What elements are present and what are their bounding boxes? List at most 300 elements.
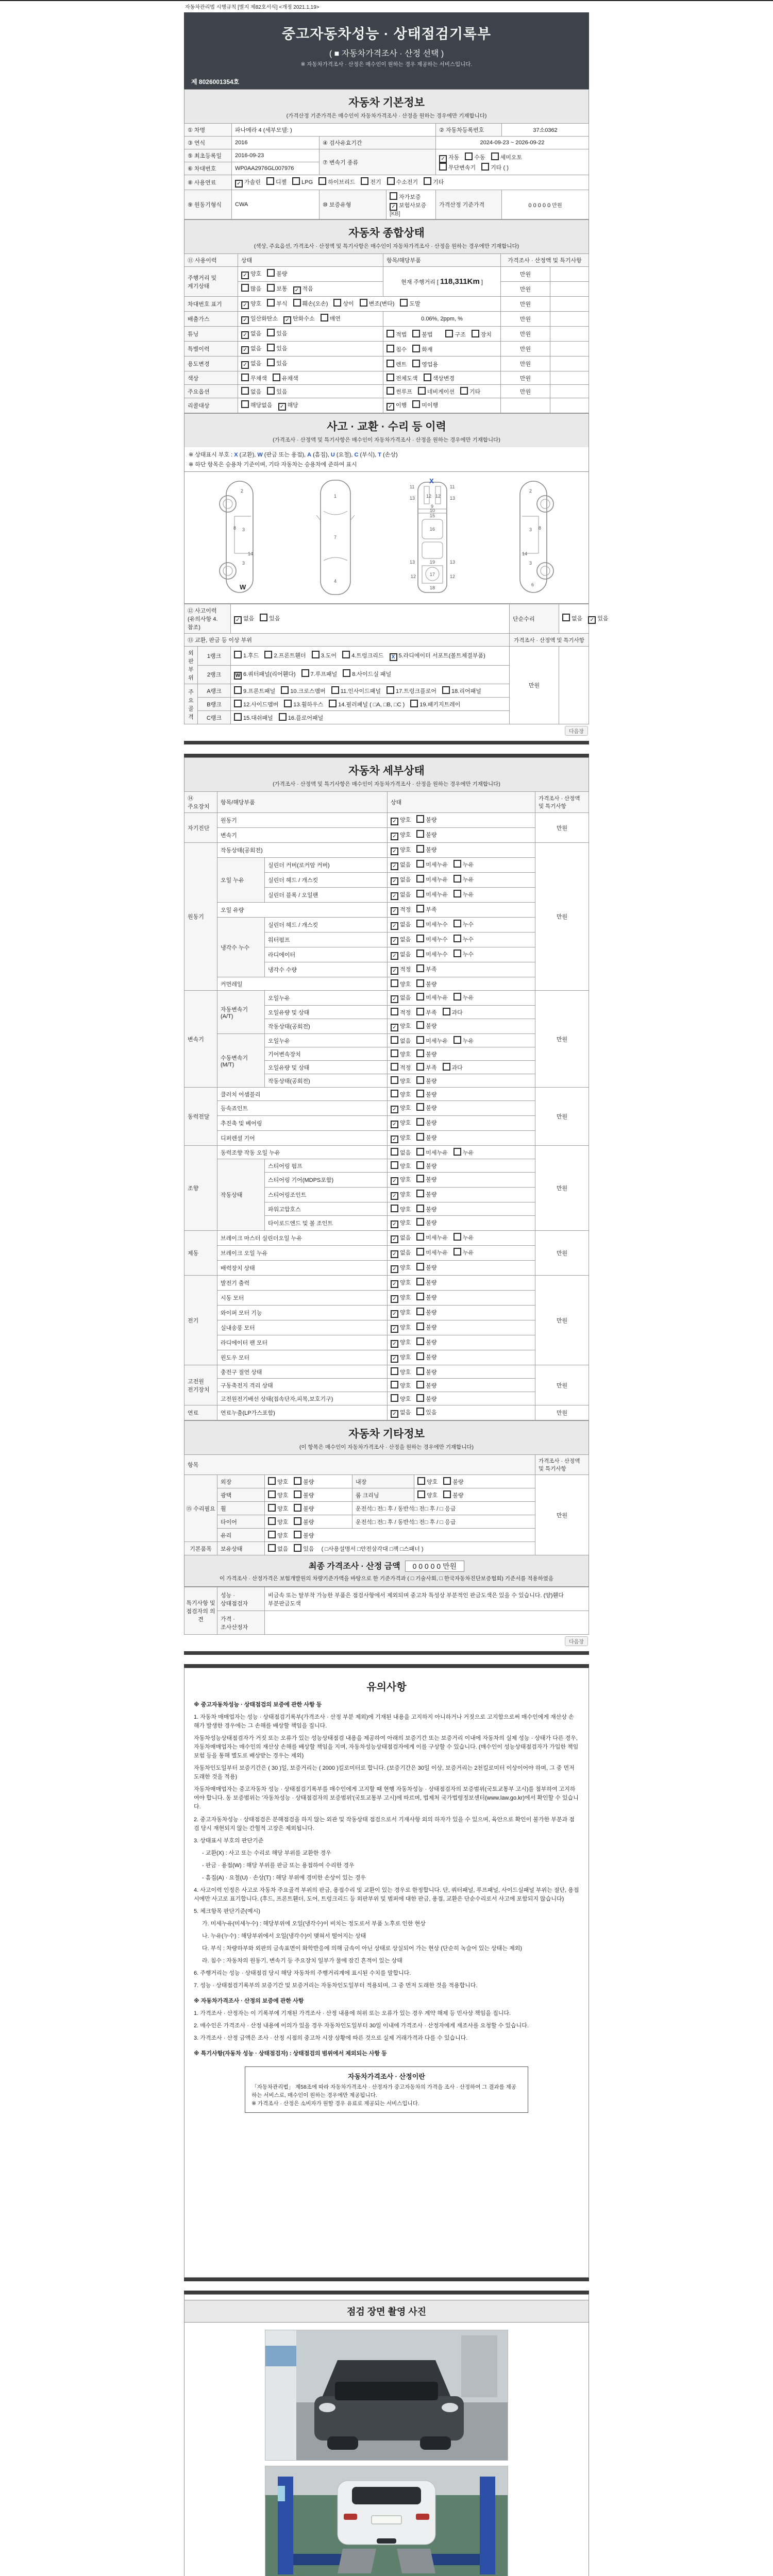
checkbox[interactable] bbox=[360, 299, 367, 307]
option[interactable]: 양호 bbox=[391, 1381, 411, 1389]
option[interactable]: 있음 bbox=[416, 1408, 436, 1416]
checkbox-checked[interactable]: ✓ bbox=[241, 361, 249, 369]
checkbox[interactable] bbox=[292, 177, 300, 185]
option[interactable]: 불량 bbox=[416, 1394, 436, 1403]
checkbox[interactable] bbox=[318, 177, 326, 185]
checkbox[interactable] bbox=[416, 1118, 424, 1126]
option[interactable]: ✓ 가솔린 bbox=[235, 178, 261, 188]
checkbox[interactable] bbox=[416, 1103, 424, 1111]
checkbox[interactable] bbox=[267, 299, 275, 307]
checkbox[interactable] bbox=[391, 1381, 398, 1388]
checkbox-checked[interactable]: ✓ bbox=[241, 316, 249, 324]
checkbox[interactable] bbox=[294, 1544, 301, 1552]
checkbox[interactable] bbox=[481, 163, 489, 171]
checkbox-checked[interactable]: ✓ bbox=[391, 1024, 398, 1031]
checkbox-checked[interactable]: ✓ bbox=[391, 1355, 398, 1363]
checkbox[interactable] bbox=[418, 387, 426, 395]
checkbox[interactable] bbox=[386, 360, 394, 367]
checkbox-checked[interactable]: ✓ bbox=[391, 1280, 398, 1288]
checkbox[interactable] bbox=[424, 374, 431, 381]
checkbox-checked[interactable]: ✓ bbox=[439, 155, 447, 163]
option[interactable]: 없음 bbox=[268, 1544, 288, 1553]
checkbox[interactable] bbox=[391, 1205, 398, 1212]
checkbox[interactable] bbox=[294, 1490, 301, 1498]
checkbox[interactable] bbox=[416, 920, 424, 927]
option[interactable]: 무단변속기 bbox=[439, 163, 476, 172]
checkbox[interactable] bbox=[416, 1175, 424, 1182]
checkbox-checked[interactable]: ✓ bbox=[391, 1265, 398, 1273]
checkbox[interactable] bbox=[386, 686, 394, 694]
option[interactable]: 없음 bbox=[391, 1148, 411, 1157]
option[interactable]: ✓ 양호 bbox=[391, 845, 411, 855]
option[interactable]: 누유 bbox=[453, 1233, 474, 1242]
option[interactable]: ✓ 양호 bbox=[391, 1338, 411, 1348]
option[interactable]: ✓ 없음 bbox=[241, 329, 261, 339]
option[interactable]: 있음 bbox=[267, 329, 287, 337]
checkbox[interactable] bbox=[412, 330, 420, 337]
checkbox[interactable] bbox=[267, 329, 275, 336]
checkbox-checked[interactable]: ✓ bbox=[391, 1325, 398, 1333]
checkbox[interactable] bbox=[416, 1133, 424, 1141]
option[interactable]: 미세누유 bbox=[416, 860, 448, 869]
checkbox[interactable] bbox=[391, 1008, 398, 1015]
option[interactable]: 불량 bbox=[416, 1293, 436, 1301]
checkbox[interactable] bbox=[273, 374, 280, 381]
option[interactable]: 변조(변타) bbox=[360, 299, 395, 308]
checkbox[interactable] bbox=[445, 330, 453, 337]
option[interactable]: 부족 bbox=[416, 1008, 436, 1016]
option[interactable]: 불량 bbox=[416, 1021, 436, 1030]
option[interactable]: ✓ 양호 bbox=[391, 831, 411, 840]
checkbox[interactable] bbox=[417, 1490, 425, 1498]
panel-option[interactable]: 11.인사이드패널 bbox=[331, 686, 381, 695]
checkbox[interactable] bbox=[416, 979, 424, 987]
checkbox[interactable] bbox=[387, 177, 395, 185]
checkbox-checked[interactable]: ✓ bbox=[391, 922, 398, 930]
option[interactable]: 색상변경 bbox=[424, 374, 455, 382]
checkbox-checked[interactable]: ✓ bbox=[391, 892, 398, 900]
option[interactable]: 미세누유 bbox=[416, 1233, 448, 1242]
option[interactable]: 있음 bbox=[267, 344, 287, 352]
option[interactable]: 불량 bbox=[416, 1263, 436, 1272]
option[interactable]: 미세누유 bbox=[416, 1036, 448, 1045]
checkbox[interactable] bbox=[416, 1218, 424, 1226]
option[interactable]: 있음 bbox=[267, 359, 287, 367]
option[interactable]: 불량 bbox=[416, 1190, 436, 1198]
checkbox[interactable] bbox=[268, 1477, 276, 1485]
option[interactable]: 기타 bbox=[460, 387, 480, 396]
option[interactable]: 있음 bbox=[294, 1544, 314, 1553]
checkbox[interactable] bbox=[386, 345, 394, 352]
option[interactable]: ✓ 양호 bbox=[391, 1175, 411, 1185]
checkbox[interactable] bbox=[268, 1517, 276, 1525]
option[interactable]: 양호 bbox=[391, 1205, 411, 1213]
option[interactable]: ✓ 있음 bbox=[588, 614, 608, 624]
checkbox[interactable] bbox=[294, 1477, 301, 1485]
option[interactable]: 불량 bbox=[416, 1367, 436, 1376]
option[interactable]: 화재 bbox=[412, 345, 432, 353]
checkbox[interactable] bbox=[416, 1233, 424, 1241]
checkbox-checked[interactable]: ✓ bbox=[588, 616, 596, 624]
checkbox[interactable] bbox=[416, 905, 424, 912]
checkbox[interactable] bbox=[386, 330, 394, 337]
checkbox[interactable] bbox=[416, 950, 424, 957]
option[interactable]: ✓ 양호 bbox=[391, 1218, 411, 1228]
checkbox[interactable] bbox=[312, 651, 320, 658]
option[interactable]: 보통 bbox=[267, 284, 287, 293]
panel-option[interactable]: 16.플로어패널 bbox=[279, 713, 323, 722]
option[interactable]: ✓ 양호 bbox=[391, 1278, 411, 1288]
checkbox[interactable] bbox=[386, 374, 394, 381]
option[interactable]: ✓ 보험사보증 bbox=[390, 201, 426, 211]
option[interactable]: 양호 bbox=[391, 1076, 411, 1085]
option[interactable]: 미세누유 bbox=[416, 1248, 448, 1257]
checkbox[interactable] bbox=[391, 1076, 398, 1084]
option[interactable]: 불량 bbox=[416, 1323, 436, 1331]
option[interactable]: LPG bbox=[292, 177, 313, 185]
checkbox[interactable] bbox=[416, 830, 424, 838]
option[interactable]: ✓ 없음 bbox=[241, 344, 261, 354]
checkbox[interactable] bbox=[416, 1049, 424, 1057]
checkbox-checked[interactable]: ✓ bbox=[391, 1310, 398, 1318]
checkbox[interactable] bbox=[391, 1090, 398, 1097]
checkbox[interactable] bbox=[294, 1517, 301, 1525]
checkbox-checked[interactable]: ✓ bbox=[390, 203, 397, 211]
option[interactable]: 불량 bbox=[416, 1175, 436, 1183]
option[interactable]: 네비게이션 bbox=[418, 387, 455, 396]
checkbox-checked[interactable]: ✓ bbox=[391, 907, 398, 915]
checkbox[interactable] bbox=[391, 1063, 398, 1071]
checkbox-checked[interactable]: ✓ bbox=[386, 403, 394, 411]
option[interactable]: 도말 bbox=[400, 299, 420, 308]
option[interactable]: 미세누유 bbox=[416, 1148, 448, 1157]
option[interactable]: 양호 bbox=[268, 1504, 288, 1513]
option[interactable]: ✓ 없음 bbox=[391, 860, 411, 870]
checkbox[interactable] bbox=[416, 875, 424, 883]
option[interactable]: 누유 bbox=[453, 1036, 474, 1045]
checkbox-checked[interactable]: ✓ bbox=[391, 848, 398, 855]
checkbox[interactable] bbox=[267, 269, 275, 277]
option[interactable]: 미세누수 bbox=[416, 920, 448, 928]
option[interactable]: ✓ 양호 bbox=[391, 1133, 411, 1143]
option[interactable]: 기타 ( ) bbox=[481, 163, 509, 172]
checkbox[interactable] bbox=[234, 713, 242, 721]
checkbox-checked[interactable]: ✓ bbox=[391, 818, 398, 825]
option[interactable]: 불량 bbox=[294, 1477, 314, 1486]
checkbox[interactable] bbox=[416, 890, 424, 897]
option[interactable]: ✓ 양호 bbox=[241, 299, 261, 309]
option[interactable]: 불량 bbox=[416, 1103, 436, 1112]
checkbox[interactable] bbox=[400, 299, 408, 307]
checkbox[interactable] bbox=[416, 1381, 424, 1388]
option[interactable]: 양호 bbox=[391, 1049, 411, 1058]
checkbox-checked[interactable]: ✓ bbox=[234, 616, 242, 624]
checkbox[interactable] bbox=[386, 387, 394, 395]
checkbox-checked[interactable]: ✓ bbox=[278, 403, 286, 411]
checkbox-checked[interactable]: ✓ bbox=[241, 346, 249, 354]
checkbox[interactable] bbox=[416, 845, 424, 853]
checkbox[interactable] bbox=[391, 1049, 398, 1057]
option[interactable]: 미세누유 bbox=[416, 890, 448, 899]
checkbox[interactable] bbox=[284, 700, 292, 707]
option[interactable]: 불량 bbox=[416, 1337, 436, 1346]
option[interactable]: 침수 bbox=[386, 345, 407, 353]
panel-option[interactable]: 13.휠하우스 bbox=[284, 700, 323, 708]
option[interactable]: 양호 bbox=[268, 1517, 288, 1526]
checkbox-checked[interactable]: ✓ bbox=[283, 316, 291, 324]
checkbox-checked[interactable]: ✓ bbox=[391, 952, 398, 960]
option[interactable]: 썬루프 bbox=[386, 387, 412, 396]
option[interactable]: 양호 bbox=[268, 1490, 288, 1499]
option[interactable]: 렌트 bbox=[386, 360, 407, 368]
option[interactable]: ✓ 양호 bbox=[391, 816, 411, 825]
option[interactable]: 양호 bbox=[391, 1367, 411, 1376]
checkbox[interactable] bbox=[267, 359, 275, 366]
option[interactable]: ✓ 없음 bbox=[391, 1408, 411, 1418]
checkbox-mark-x[interactable]: X bbox=[390, 653, 397, 661]
option[interactable]: 상이 bbox=[333, 299, 354, 308]
checkbox[interactable] bbox=[412, 345, 420, 352]
option[interactable]: 불량 bbox=[294, 1531, 314, 1539]
checkbox-checked[interactable]: ✓ bbox=[241, 301, 249, 309]
checkbox[interactable] bbox=[267, 284, 275, 292]
checkbox[interactable] bbox=[268, 1504, 276, 1512]
option[interactable]: 있음 bbox=[260, 614, 280, 622]
checkbox[interactable] bbox=[416, 1337, 424, 1345]
option[interactable]: 누유 bbox=[453, 1248, 474, 1257]
checkbox-checked[interactable]: ✓ bbox=[391, 1121, 398, 1128]
checkbox[interactable] bbox=[453, 1248, 461, 1256]
option[interactable]: ✓ 탄화수소 bbox=[283, 314, 315, 324]
checkbox-checked[interactable]: ✓ bbox=[391, 937, 398, 945]
option[interactable]: ✓ 일산화탄소 bbox=[241, 314, 278, 324]
checkbox[interactable] bbox=[416, 1352, 424, 1360]
checkbox[interactable] bbox=[361, 177, 368, 185]
option[interactable]: 불법 bbox=[412, 330, 432, 338]
option[interactable]: 불량 bbox=[443, 1477, 463, 1486]
option[interactable]: 불량 bbox=[416, 830, 436, 839]
option[interactable]: 불량 bbox=[416, 1090, 436, 1098]
checkbox[interactable] bbox=[453, 890, 461, 897]
option[interactable]: ✓ 양호 bbox=[391, 1263, 411, 1273]
checkbox[interactable] bbox=[321, 314, 328, 321]
option[interactable]: 불량 bbox=[416, 845, 436, 854]
option[interactable]: 과다 bbox=[443, 1008, 463, 1016]
option[interactable]: 불량 bbox=[443, 1490, 463, 1499]
checkbox[interactable] bbox=[465, 152, 473, 160]
checkbox-checked[interactable]: ✓ bbox=[391, 862, 398, 870]
checkbox[interactable] bbox=[460, 387, 468, 395]
checkbox[interactable] bbox=[416, 1263, 424, 1270]
checkbox-checked[interactable]: ✓ bbox=[391, 1250, 398, 1258]
checkbox[interactable] bbox=[416, 1308, 424, 1315]
panel-option[interactable]: 17.트렁크플로어 bbox=[386, 686, 436, 695]
option[interactable]: 하이브리드 bbox=[318, 177, 355, 186]
panel-option[interactable]: X 5.라디에이터 서포트(볼트체결부품) bbox=[390, 651, 485, 661]
checkbox[interactable] bbox=[416, 993, 424, 1001]
option[interactable]: 불량 bbox=[416, 815, 436, 824]
checkbox-checked[interactable]: ✓ bbox=[391, 1192, 398, 1200]
panel-option[interactable]: 10.크로스멤버 bbox=[281, 686, 325, 695]
option[interactable]: 수동 bbox=[465, 152, 485, 161]
panel-option[interactable]: 18.리어패널 bbox=[442, 686, 481, 695]
option[interactable]: ✓ 자동 bbox=[439, 153, 459, 163]
checkbox[interactable] bbox=[279, 713, 287, 721]
checkbox[interactable] bbox=[391, 1367, 398, 1375]
checkbox[interactable] bbox=[234, 651, 242, 658]
checkbox[interactable] bbox=[391, 1036, 398, 1044]
option[interactable]: 미세누수 bbox=[416, 950, 448, 958]
option[interactable]: ✓ 양호 bbox=[391, 1104, 411, 1113]
checkbox[interactable] bbox=[443, 1490, 451, 1498]
checkbox[interactable] bbox=[412, 400, 420, 408]
checkbox[interactable] bbox=[410, 700, 418, 707]
option[interactable]: 자가보증 bbox=[390, 192, 421, 201]
checkbox[interactable] bbox=[331, 686, 339, 694]
checkbox[interactable] bbox=[241, 387, 249, 395]
option[interactable]: ✓ 양호 bbox=[391, 1118, 411, 1128]
checkbox[interactable] bbox=[416, 1063, 424, 1071]
option[interactable]: 불량 bbox=[416, 1161, 436, 1170]
checkbox[interactable] bbox=[453, 920, 461, 927]
checkbox-checked[interactable]: ✓ bbox=[391, 833, 398, 840]
option[interactable]: ✓ 없음 bbox=[234, 614, 254, 624]
option[interactable]: 장치 bbox=[472, 330, 492, 338]
panel-option[interactable]: 12.사이드멤버 bbox=[234, 700, 278, 708]
option[interactable]: ✓ 없음 bbox=[241, 359, 261, 369]
panel-option[interactable]: 9.프론트패널 bbox=[234, 686, 275, 695]
option[interactable]: ✓ 적정 bbox=[391, 965, 411, 975]
checkbox[interactable] bbox=[268, 1490, 276, 1498]
option[interactable]: 양호 bbox=[268, 1531, 288, 1539]
checkbox[interactable] bbox=[260, 614, 267, 621]
checkbox[interactable] bbox=[241, 374, 249, 381]
checkbox-checked[interactable]: ✓ bbox=[293, 286, 301, 294]
option[interactable]: 양호 bbox=[391, 1394, 411, 1403]
checkbox[interactable] bbox=[416, 1323, 424, 1330]
checkbox[interactable] bbox=[416, 1248, 424, 1256]
option[interactable]: 미세누유 bbox=[416, 875, 448, 884]
checkbox[interactable] bbox=[343, 669, 350, 677]
option[interactable]: ✓ 없음 bbox=[391, 890, 411, 900]
checkbox[interactable] bbox=[264, 651, 272, 658]
option[interactable]: 누유 bbox=[453, 993, 474, 1002]
checkbox[interactable] bbox=[453, 950, 461, 957]
checkbox[interactable] bbox=[453, 860, 461, 868]
option[interactable]: 부족 bbox=[416, 905, 436, 913]
option[interactable]: 수소전기 bbox=[387, 177, 418, 186]
option[interactable]: 양호 bbox=[391, 1161, 411, 1170]
checkbox[interactable] bbox=[453, 1148, 461, 1156]
option[interactable]: 많음 bbox=[241, 284, 261, 293]
checkbox[interactable] bbox=[453, 1233, 461, 1241]
checkbox[interactable] bbox=[268, 1544, 276, 1552]
panel-option[interactable]: 8.사이드실 패널 bbox=[343, 669, 391, 678]
checkbox[interactable] bbox=[416, 1205, 424, 1212]
checkbox-checked[interactable]: ✓ bbox=[391, 1136, 398, 1143]
option[interactable]: 전체도색 bbox=[386, 374, 418, 382]
option[interactable]: 기타 bbox=[424, 177, 444, 186]
checkbox[interactable] bbox=[293, 299, 301, 307]
checkbox[interactable] bbox=[416, 1408, 424, 1415]
checkbox[interactable] bbox=[390, 192, 397, 200]
checkbox[interactable] bbox=[416, 1090, 424, 1097]
option[interactable]: 불량 bbox=[294, 1504, 314, 1513]
option[interactable]: 불량 bbox=[416, 1218, 436, 1227]
checkbox[interactable] bbox=[443, 1477, 451, 1485]
option[interactable]: 불량 bbox=[267, 269, 287, 278]
checkbox[interactable] bbox=[453, 1036, 461, 1044]
checkbox[interactable] bbox=[491, 152, 499, 160]
option[interactable]: 영업용 bbox=[412, 360, 438, 368]
option[interactable]: 적정 bbox=[391, 1063, 411, 1072]
option[interactable]: 구조 bbox=[445, 330, 465, 338]
option[interactable]: 무채색 bbox=[241, 374, 267, 382]
checkbox[interactable] bbox=[416, 860, 424, 868]
checkbox-checked[interactable]: ✓ bbox=[391, 1410, 398, 1418]
option[interactable]: 누수 bbox=[453, 935, 474, 943]
option[interactable]: 부족 bbox=[416, 964, 436, 973]
option[interactable]: 있음 bbox=[267, 387, 287, 396]
checkbox[interactable] bbox=[424, 177, 431, 185]
option[interactable]: 양호 bbox=[417, 1477, 438, 1486]
checkbox[interactable] bbox=[342, 651, 350, 658]
checkbox[interactable] bbox=[416, 1278, 424, 1285]
checkbox[interactable] bbox=[443, 1063, 450, 1071]
next-page-button-2[interactable]: 다음장 bbox=[565, 1636, 588, 1646]
option[interactable]: ✓ 없음 bbox=[391, 950, 411, 960]
checkbox[interactable] bbox=[443, 1008, 450, 1015]
checkbox-checked[interactable]: ✓ bbox=[241, 272, 249, 279]
panel-option[interactable]: 19.패키지트레이 bbox=[410, 700, 460, 708]
checkbox[interactable] bbox=[416, 1148, 424, 1156]
option[interactable]: 전기 bbox=[361, 177, 381, 186]
checkbox[interactable] bbox=[241, 400, 249, 408]
option[interactable]: ✓ 없음 bbox=[391, 1248, 411, 1258]
option[interactable]: 부족 bbox=[416, 1063, 436, 1072]
checkbox[interactable] bbox=[267, 387, 275, 395]
option[interactable]: ✓ 양호 bbox=[391, 1022, 411, 1031]
checkbox[interactable] bbox=[329, 700, 337, 707]
option[interactable]: 불량 bbox=[416, 1278, 436, 1286]
checkbox-checked[interactable]: ✓ bbox=[391, 1340, 398, 1348]
option[interactable]: 누수 bbox=[453, 920, 474, 928]
option[interactable]: ✓ 양호 bbox=[391, 1323, 411, 1333]
option[interactable]: ✓ 적음 bbox=[293, 284, 313, 294]
checkbox[interactable] bbox=[333, 299, 341, 307]
option[interactable]: 과다 bbox=[443, 1063, 463, 1072]
checkbox[interactable] bbox=[416, 1367, 424, 1375]
option[interactable]: 미세누수 bbox=[416, 935, 448, 943]
panel-option[interactable]: 14.필러패널 ( □A, □B, □C ) bbox=[329, 700, 405, 708]
option[interactable]: 없음 bbox=[391, 1036, 411, 1045]
option[interactable]: 디젤 bbox=[266, 177, 287, 186]
next-page-button[interactable]: 다음장 bbox=[565, 726, 588, 736]
checkbox[interactable] bbox=[416, 1161, 424, 1169]
checkbox[interactable] bbox=[234, 686, 242, 694]
checkbox[interactable] bbox=[416, 1008, 424, 1015]
checkbox[interactable] bbox=[416, 1293, 424, 1300]
option[interactable]: 불량 bbox=[416, 1133, 436, 1142]
option[interactable]: ✓ 없음 bbox=[391, 935, 411, 945]
checkbox-checked[interactable]: ✓ bbox=[391, 1106, 398, 1113]
checkbox-checked[interactable]: ✓ bbox=[391, 1177, 398, 1185]
checkbox[interactable] bbox=[391, 1148, 398, 1156]
option[interactable]: 양호 bbox=[391, 979, 411, 988]
checkbox[interactable] bbox=[391, 1161, 398, 1169]
option[interactable]: 미이행 bbox=[412, 400, 438, 409]
option[interactable]: 불량 bbox=[294, 1490, 314, 1499]
